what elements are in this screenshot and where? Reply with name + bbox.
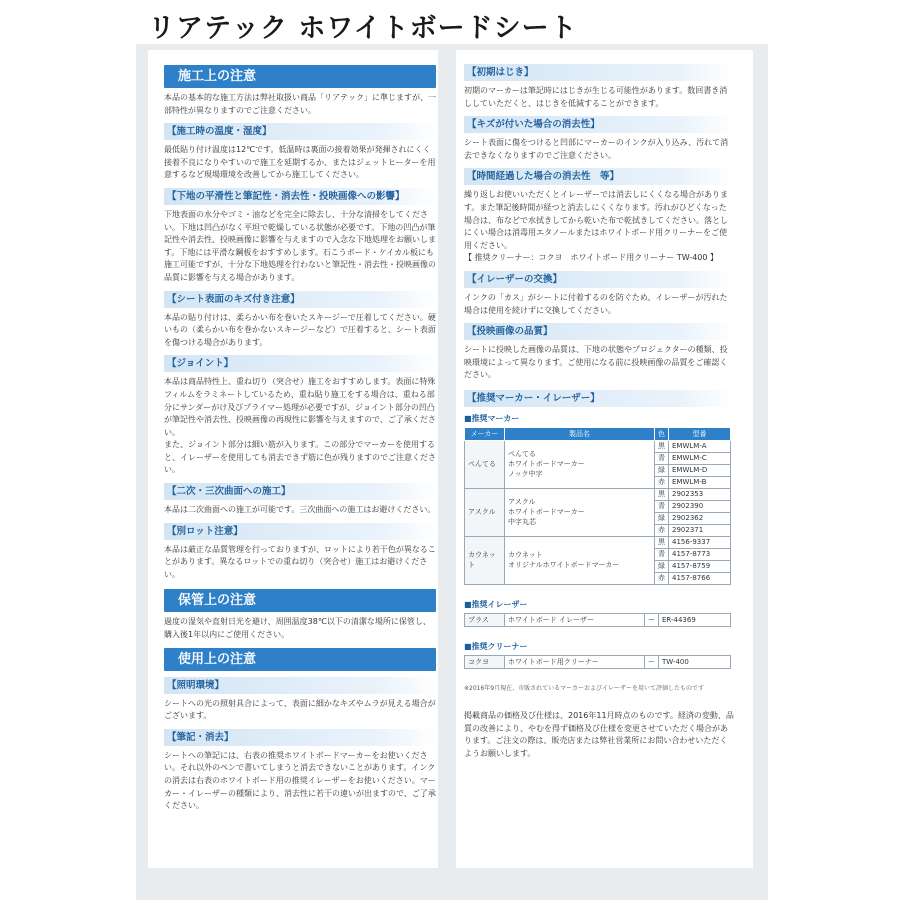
column-header: 色 bbox=[655, 427, 669, 440]
cleaner-table bbox=[464, 655, 731, 669]
table-row bbox=[465, 613, 731, 626]
recommend-heading: 【推奨マーカー・イレーザー】 bbox=[464, 390, 734, 407]
section-heading: 【筆記・消去】 bbox=[164, 729, 436, 746]
table-row bbox=[465, 655, 731, 668]
model-number-cell: EMWLM-A bbox=[669, 440, 731, 452]
marker-table-body bbox=[465, 440, 731, 584]
section-heading: 【ジョイント】 bbox=[164, 355, 436, 372]
table-cell: ー bbox=[645, 613, 659, 626]
section-text: インクの「カス」がシートに付着するのを防ぐため、イレーザーが汚れた場合は使用を続けずに交換してください。 bbox=[464, 292, 728, 315]
table-cell: ホワイトボード イレーザー bbox=[505, 613, 645, 626]
model-number-cell: 4156-9337 bbox=[669, 536, 731, 548]
maker-cell: ぺんてる bbox=[465, 440, 505, 488]
section-heading: 【時間経過した場合の消去性 等】 bbox=[464, 168, 734, 185]
construction-intro: 本品の基本的な施工方法は弊社取扱い商品「リアテック」に準じますが、一部特性が異なりますのでご注意ください。 bbox=[164, 93, 436, 115]
construction-heading: 施工上の注意 bbox=[164, 65, 436, 88]
section-heading: 【投映画像の品質】 bbox=[464, 323, 734, 340]
product-cell: アスクル ホワイトボードマーカー 中字丸芯 bbox=[505, 488, 655, 536]
model-number-cell: EMWLM-D bbox=[669, 464, 731, 476]
model-number-cell: 2902390 bbox=[669, 500, 731, 512]
column-header: メーカー bbox=[465, 427, 505, 440]
column-header: 製品名 bbox=[505, 427, 655, 440]
color-cell: 青 bbox=[655, 500, 669, 512]
section-heading: 【二次・三次曲面への施工】 bbox=[164, 483, 436, 500]
section-heading: 【キズが付いた場合の消去性】 bbox=[464, 116, 734, 133]
section-text: 本品は二次曲面への施工が可能です。三次曲面への施工はお避けください。 bbox=[164, 505, 436, 515]
section-text: 本品は商品特性上、重ね切り（突合せ）施工をおすすめします。表面に特殊フィルムをラミネートしているため、重ね貼り施工をする場合は、重ねる部分にサンダーがけ及びプライマー処理が必要ですが、ジョイント部分の凹凸が筆記性や消去性、投映画像の再現性に影響を与えますので、ご了承ください。 また、ジョイント部分は細い筋が入ります。この部分でマーカーを使用すると、イレーザーを使用しても消去できず筋に色が残りますのでご注意ください。 bbox=[164, 377, 436, 475]
right-column bbox=[456, 50, 753, 868]
section-text: シートへの筆記には、右表の推奨ホワイトボードマーカーをお使いください。それ以外のペンで書いてしまうと消去できないことがあります。インクの消去は右表のホワイトボード用の推奨イレーザーをお使いください。マーカー・イレーザーの種類により、消去性に若干の違いが出ますので、ご了承ください。 bbox=[164, 750, 436, 811]
table-header-row bbox=[465, 427, 731, 440]
marker-caption: ■推奨マーカー bbox=[464, 413, 520, 423]
model-number-cell: 2902353 bbox=[669, 488, 731, 500]
storage-text: 過度の湿気や直射日光を避け、周囲温度38℃以下の清潔な場所に保管し、購入後1年以内にご使用ください。 bbox=[164, 617, 431, 640]
section-text: 本品の貼り付けは、柔らかい布を巻いたスキージーで圧着してください。硬いもの（柔らかい布を巻かないスキージーなど）で圧着すると、シート表面を傷つける場合があります。 bbox=[164, 312, 436, 347]
table-row bbox=[465, 488, 731, 500]
color-cell: 黒 bbox=[655, 440, 669, 452]
model-number-cell: EMWLM-B bbox=[669, 476, 731, 488]
table-cell: TW-400 bbox=[659, 655, 731, 668]
model-number-cell: 4157-8773 bbox=[669, 548, 731, 560]
maker-cell: カウネット bbox=[465, 536, 505, 584]
section-heading: 【別ロット注意】 bbox=[164, 523, 436, 540]
section-text: 繰り返しお使いいただくとイレーザーでは消去しにくくなる場合がありま す。また筆記後時間が経つと消去しにくくなります。汚れがひどくなった場合は、布などで水拭きしてから乾いた布で乾拭きしてください。落としにくい場合は消毒用エタノールまたはホワイトボード用クリーナーをご使用ください。 【 推奨クリーナー：コクヨ ホワイトボード用クリーナー TW-400 】 bbox=[464, 190, 728, 263]
table-row bbox=[465, 536, 731, 548]
section-heading: 【イレーザーの交換】 bbox=[464, 271, 734, 288]
color-cell: 赤 bbox=[655, 572, 669, 584]
maker-cell: アスクル bbox=[465, 488, 505, 536]
table-cell: ホワイトボード用クリーナー bbox=[505, 655, 645, 668]
section-heading: 【照明環境】 bbox=[164, 677, 436, 694]
left-column bbox=[148, 50, 438, 868]
section-heading: 【初期はじき】 bbox=[464, 64, 734, 81]
cleaner-caption: ■推奨クリーナー bbox=[464, 641, 528, 651]
section-text: 本品は厳正な品質管理を行っておりますが、ロットにより若干色が異なることがあります。異なるロットでの重ね切り（突合せ）施工はお避けください。 bbox=[164, 544, 436, 579]
footnote: ※2016年9月現在、市販されているマーカーおよびイレーザーを用いて評価したものです bbox=[464, 684, 704, 692]
section-text: シートに投映した画像の品質は、下地の状態やプロジェクターの種類、投映環境によって異なります。ご使用になる前に投映画像の品質をご確認ください。 bbox=[464, 345, 728, 380]
closing-note: 掲載商品の価格及び仕様は、2016年11月時点のものです。経済の変動、品質の改善により、やむを得ず価格及び仕様を変更させていただく場合があります。ご注文の際は、販売店または弊社営業所にお問い合わせいただくようお願いします。 bbox=[464, 710, 734, 758]
model-number-cell: 2902362 bbox=[669, 512, 731, 524]
usage-heading: 使用上の注意 bbox=[164, 648, 436, 671]
eraser-table bbox=[464, 613, 731, 627]
model-number-cell: 4157-8766 bbox=[669, 572, 731, 584]
color-cell: 青 bbox=[655, 452, 669, 464]
table-cell: プラス bbox=[465, 613, 505, 626]
section-text: 最低貼り付け温度は12℃です。低温時は裏面の接着効果が発揮されにくく接着不良になりやすいので施工を延期するか、またはジェットヒーターを用意するなど現場環境を改善してから施工してください。 bbox=[164, 145, 436, 180]
color-cell: 赤 bbox=[655, 524, 669, 536]
table-cell: コクヨ bbox=[465, 655, 505, 668]
color-cell: 緑 bbox=[655, 560, 669, 572]
section-text: シートへの光の照射具合によって、表面に細かなキズやムラが見える場合がございます。 bbox=[164, 698, 436, 721]
marker-table bbox=[464, 427, 731, 585]
model-number-cell: 2902371 bbox=[669, 524, 731, 536]
product-cell: ぺんてる ホワイトボードマーカー ノック中字 bbox=[505, 440, 655, 488]
storage-heading: 保管上の注意 bbox=[164, 589, 436, 612]
color-cell: 黒 bbox=[655, 488, 669, 500]
model-number-cell: EMWLM-C bbox=[669, 452, 731, 464]
section-text: シート表面に傷をつけると凹部にマーカーのインクが入り込み、汚れて消去できなくなりますのでご注意ください。 bbox=[464, 138, 729, 160]
table-cell: ー bbox=[645, 655, 659, 668]
section-heading: 【下地の平滑性と筆記性・消去性・投映画像への影響】 bbox=[164, 188, 436, 205]
section-text: 初期のマーカーは筆記時にはじきが生じる可能性があります。数回書き消ししていただくと、はじきを低減することができます。 bbox=[464, 86, 728, 108]
section-heading: 【施工時の温度・湿度】 bbox=[164, 123, 436, 140]
model-number-cell: 4157-8759 bbox=[669, 560, 731, 572]
table-row bbox=[465, 440, 731, 452]
color-cell: 緑 bbox=[655, 512, 669, 524]
section-text: 下地表面の水分やゴミ・油などを完全に除去し、十分な清掃をしてください。下地は凹凸がなく平坦で乾燥している状態が必要です。下地の凹凸が筆記性や消去性、投映画像に影響を与えますので入念な下地処理をお願いします。下地には平滑な鋼板をおすすめします。石こうボード・ケイカル板にも施工可能ですが、十分な下地処理を行わないと筆記性・消去性・投映画像の品質に影響を与える場合があります。 bbox=[164, 209, 436, 282]
page-title: リアテック ホワイトボードシート bbox=[148, 13, 578, 44]
color-cell: 青 bbox=[655, 548, 669, 560]
table-cell: ER-44369 bbox=[659, 613, 731, 626]
product-cell: カウネット オリジナルホワイトボードマーカー bbox=[505, 536, 655, 584]
color-cell: 赤 bbox=[655, 476, 669, 488]
color-cell: 緑 bbox=[655, 464, 669, 476]
column-header: 型番 bbox=[669, 427, 731, 440]
eraser-caption: ■推奨イレーザー bbox=[464, 599, 528, 609]
section-heading: 【シート表面のキズ付き注意】 bbox=[164, 291, 436, 308]
color-cell: 黒 bbox=[655, 536, 669, 548]
